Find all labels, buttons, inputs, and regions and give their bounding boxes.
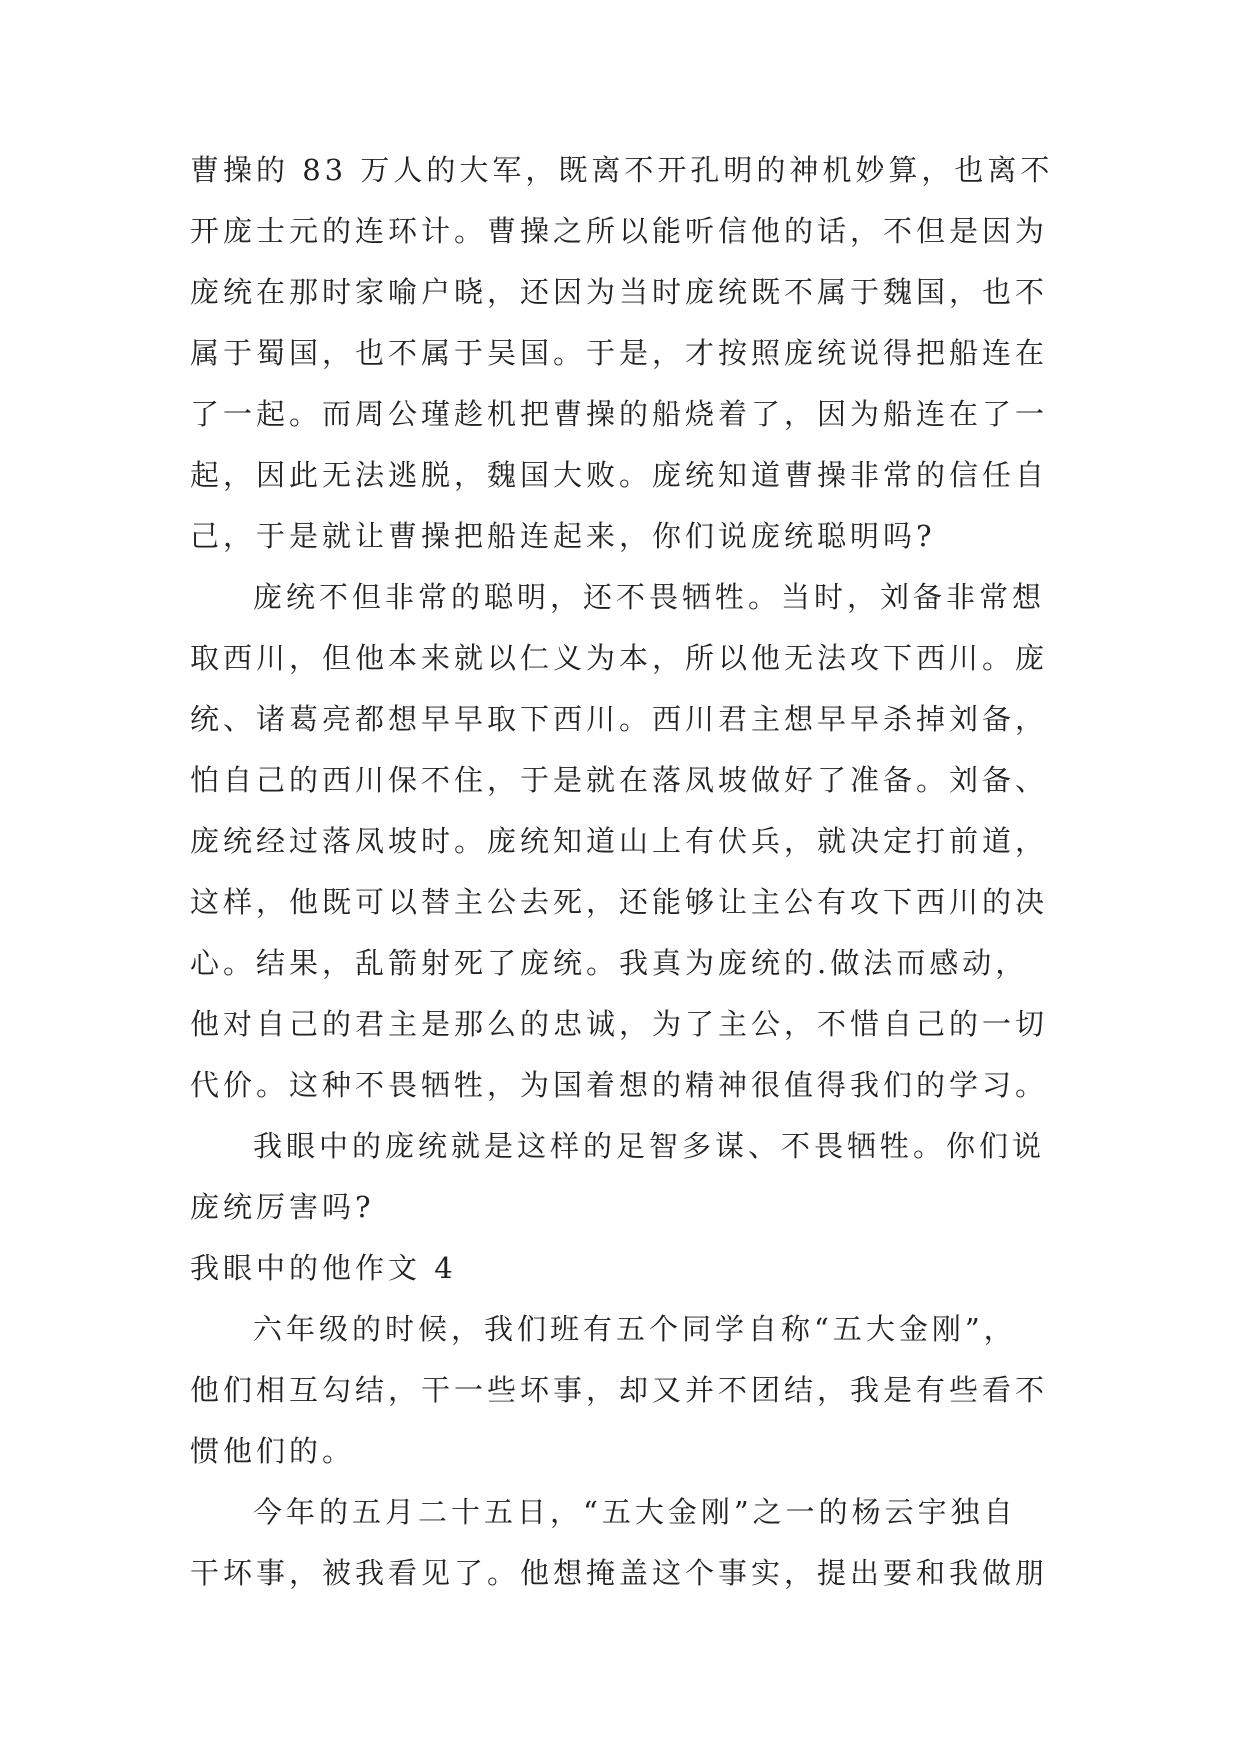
text-line: 取西川，但他本来就以仁义为本，所以他无法攻下西川。庞	[190, 641, 1049, 675]
text-line: 属于蜀国，也不属于吴国。于是，才按照庞统说得把船连在	[190, 336, 1049, 370]
text-line: 庞统厉害吗?	[190, 1190, 375, 1224]
text-line: 他对自己的君主是那么的忠诚，为了主公，不惜自己的一切	[190, 1007, 1049, 1041]
text-line: 曹操的 83 万人的大军，既离不开孔明的神机妙算，也离不	[190, 153, 1054, 187]
paragraph-first-line: 庞统不但非常的聪明，还不畏牺牲。当时，刘备非常想	[253, 580, 1046, 614]
text-line: 己，于是就让曹操把船连起来，你们说庞统聪明吗?	[190, 519, 936, 553]
text-line: 怕自己的西川保不住，于是就在落凤坡做好了准备。刘备、	[190, 763, 1049, 797]
text-line: 这样，他既可以替主公去死，还能够让主公有攻下西川的决	[190, 885, 1049, 919]
text-line: 统、诸葛亮都想早早取下西川。西川君主想早早杀掉刘备，	[190, 702, 1049, 736]
text-line: 心。结果，乱箭射死了庞统。我真为庞统的.做法而感动，	[190, 946, 1029, 980]
text-line: 干坏事，被我看见了。他想掩盖这个事实，提出要和我做朋	[190, 1556, 1049, 1590]
paragraph-first-line: 六年级的时候，我们班有五个同学自称“五大金刚”，	[253, 1312, 1017, 1346]
text-line: 起，因此无法逃脱，魏国大败。庞统知道曹操非常的信任自	[190, 458, 1049, 492]
text-line: 惯他们的。	[190, 1434, 356, 1468]
paragraph-first-line: 今年的五月二十五日，“五大金刚”之一的杨云宇独自	[253, 1495, 1017, 1529]
section-title: 我眼中的他作文 4	[190, 1251, 457, 1285]
text-line: 了一起。而周公瑾趁机把曹操的船烧着了，因为船连在了一	[190, 397, 1049, 431]
text-line: 开庞士元的连环计。曹操之所以能听信他的话，不但是因为	[190, 214, 1049, 248]
text-line: 代价。这种不畏牺牲，为国着想的精神很值得我们的学习。	[190, 1068, 1049, 1102]
text-line: 庞统经过落凤坡时。庞统知道山上有伏兵，就决定打前道，	[190, 824, 1049, 858]
text-line: 他们相互勾结，干一些坏事，却又并不团结，我是有些看不	[190, 1373, 1049, 1407]
text-line: 庞统在那时家喻户晓，还因为当时庞统既不属于魏国，也不	[190, 275, 1049, 309]
paragraph-first-line: 我眼中的庞统就是这样的足智多谋、不畏牺牲。你们说	[253, 1129, 1046, 1163]
